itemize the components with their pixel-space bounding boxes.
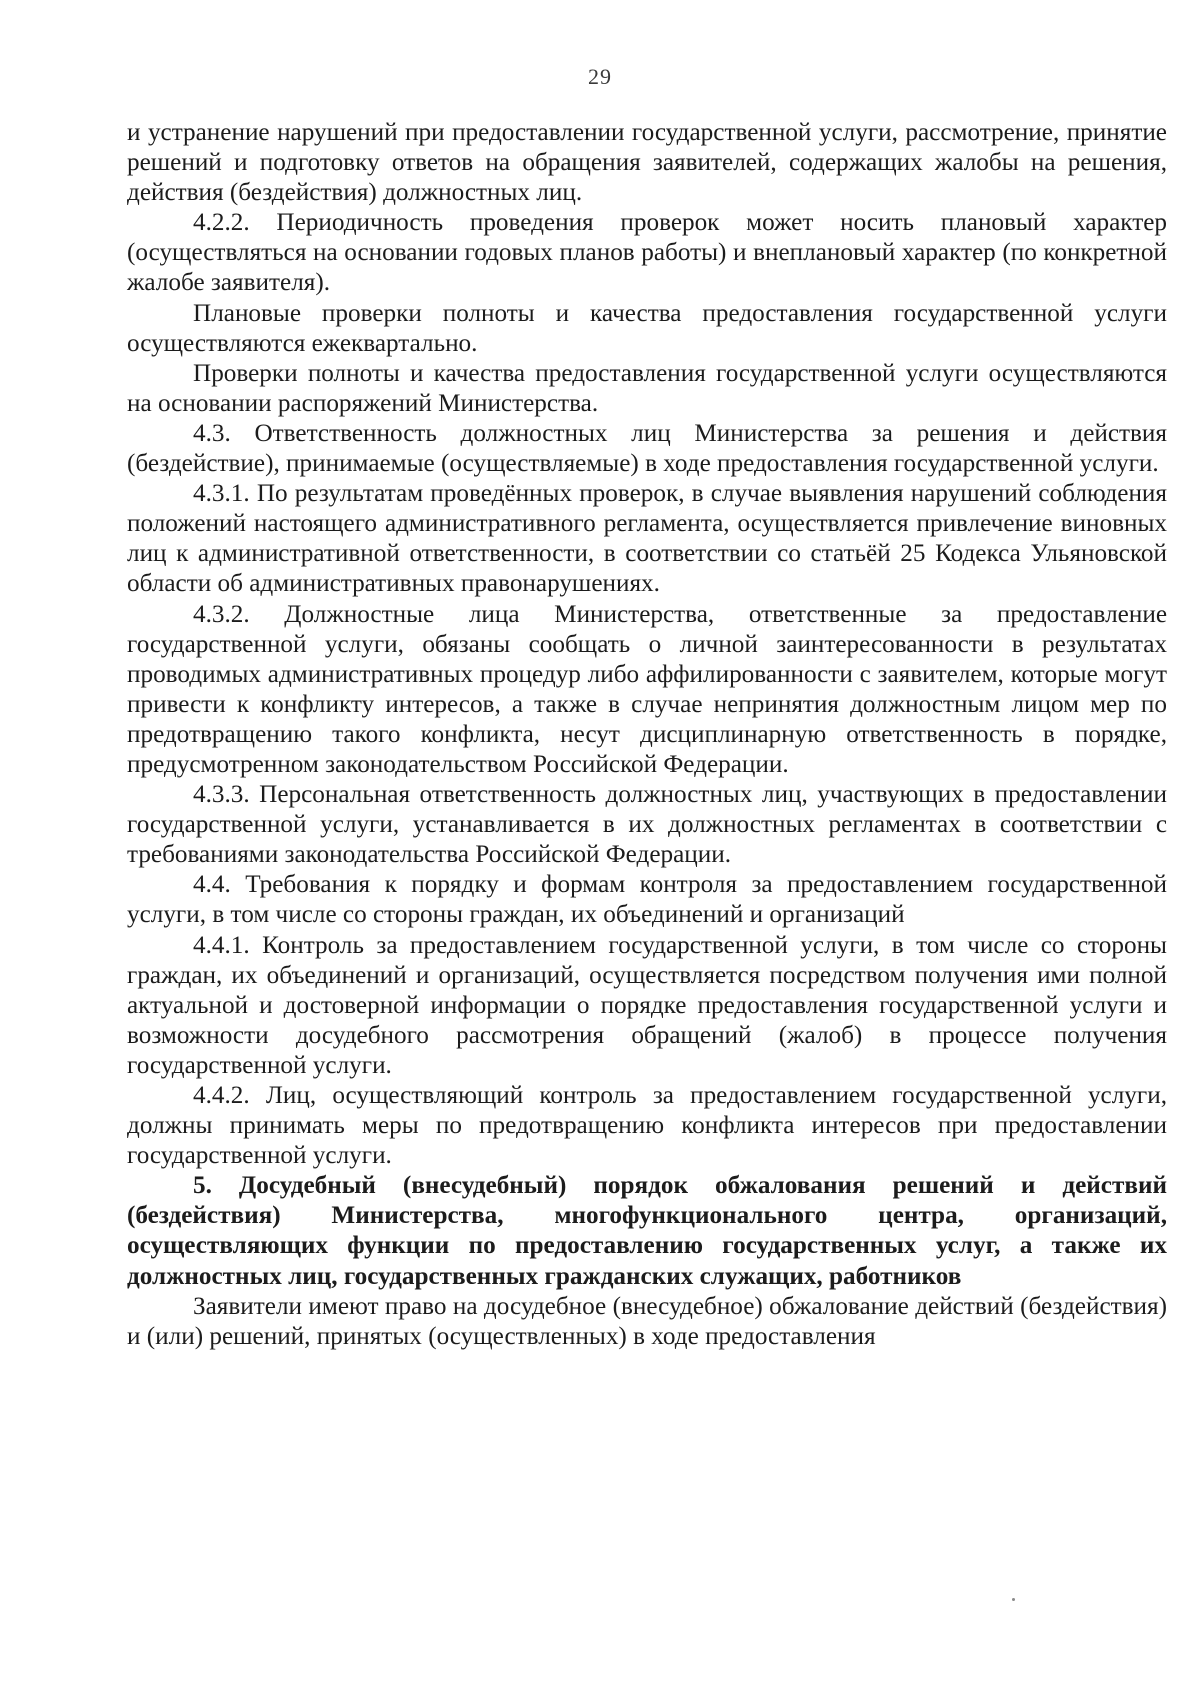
document-body bbox=[127, 118, 1167, 1352]
paragraph-4-3-1: 4.3.1. По результатам проведённых проверок, в случае выявления нарушений соблюдения положений настоящего административного регламента, осуществляется привлечение виновных лиц к административной ответственности, в соответствии со статьёй 25 Кодекса Ульяновской области об административных правонарушениях. bbox=[127, 480, 1167, 598]
paragraph-4-4-2: 4.4.2. Лиц, осуществляющий контроль за предоставлением государственной услуги, должны принимать меры по предотвращению конфликта интересов при предоставлении государственной услуги. bbox=[127, 1082, 1167, 1170]
paragraph-checks-basis: Проверки полноты и качества предоставления государственной услуги осуществляются на основании распоряжений Министерства. bbox=[127, 359, 1167, 417]
paragraph-continuation: и устранение нарушений при предоставлении государственной услуги, рассмотрение, принятие решений и подготовку ответов на обращения заявителей, содержащих жалобы на решения, действия (бездействия) должностных лиц. bbox=[127, 119, 1167, 207]
paragraph-4-4-1: 4.4.1. Контроль за предоставлением государственной услуги, в том числе со стороны граждан, их объединений и организаций, осуществляется посредством получения ими полной актуальной и достоверной информации о порядке предоставления государственной услуги и возможности досудебного рассмотрения обращений (жалоб) в процессе получения государственной услуги. bbox=[127, 931, 1167, 1079]
paragraph-4-3: 4.3. Ответственность должностных лиц Министерства за решения и действия (бездействие), принимаемые (осуществляемые) в ходе предоставления государственной услуги. bbox=[127, 419, 1167, 478]
scan-speck bbox=[1012, 1598, 1015, 1601]
paragraph-planned-checks: Плановые проверки полноты и качества предоставления государственной услуги осуществляются ежеквартально. bbox=[127, 299, 1167, 357]
section-5-heading: 5. Досудебный (внесудебный) порядок обжалования решений и действий (бездействия) Министерства, многофункционального центра, организаций, осуществляющих функции по предоставлению государственных услуг, а также их должностных лиц, государственных гражданских служащих, работников bbox=[127, 1172, 1167, 1290]
paragraph-4-2-2: 4.2.2. Периодичность проведения проверок может носить плановый характер (осуществляться на основании годовых планов работы) и внеплановый характер (по конкретной жалобе заявителя). bbox=[127, 209, 1167, 297]
paragraph-4-4: 4.4. Требования к порядку и формам контроля за предоставлением государственной услуги, в том числе со стороны граждан, их объединений и организаций bbox=[127, 871, 1167, 929]
section-5-intro: Заявители имеют право на досудебное (внесудебное) обжалование действий (бездействия) и (или) решений, принятых (осуществленных) в ходе предоставления bbox=[127, 1292, 1167, 1350]
page-number: 29 bbox=[588, 64, 612, 89]
paragraph-4-3-3: 4.3.3. Персональная ответственность должностных лиц, участвующих в предоставлении государственной услуги, устанавливается в их должностных регламентах в соответствии с требованиями законодательства Российской Федерации. bbox=[127, 781, 1167, 869]
paragraph-4-3-2: 4.3.2. Должностные лица Министерства, ответственные за предоставление государственной услуги, обязаны сообщать о личной заинтересованности в результатах проводимых административных процедур либо аффилированности с заявителем, которые могут привести к конфликту интересов, а также в случае непринятия должностным лицом мер по предотвращению такого конфликта, несут дисциплинарную ответственность в порядке, предусмотренном законодательством Российской Федерации. bbox=[127, 600, 1167, 778]
